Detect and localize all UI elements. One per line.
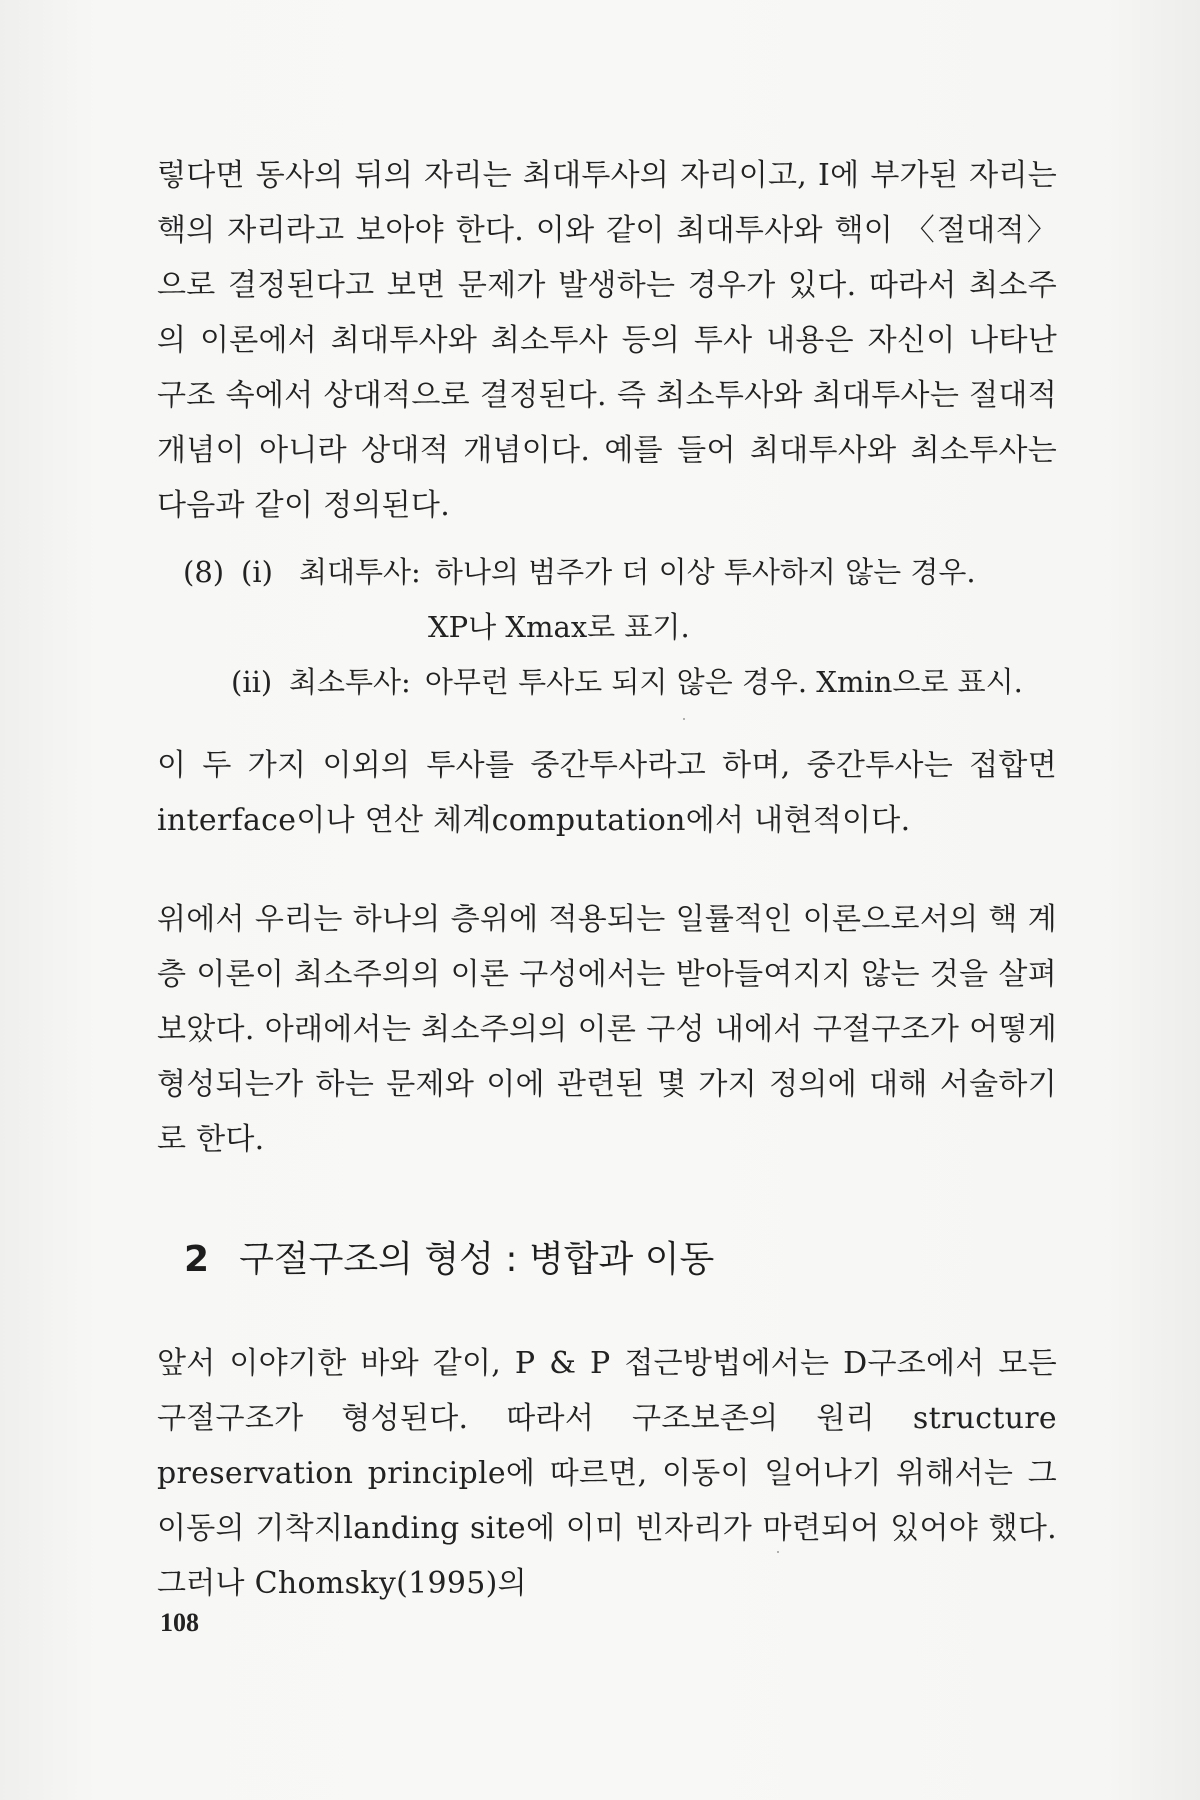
definition-term: 최대투사: (299, 555, 421, 589)
example-number: (8) (183, 555, 225, 589)
body-paragraph-4: 앞서 이야기한 바와 같이, P & P 접근방법에서는 D구조에서 모든 구절구조가 형성된다. 따라서 구조보존의 원리 structure preservation principle에 따르면, 이동이 일어나기 위해서는 그 이동의 기착지landing site에 이미 빈자리가 마련되어 있어야 했다. 그러나 Chomsky(1995)의 (157, 1346, 1057, 1601)
definition-text: 아무런 투사도 되지 않은 경우. Xmin으로 표시. (424, 665, 1023, 699)
definition-continuation: XP나 Xmax로 표기. (428, 610, 690, 644)
section-number: 2 (184, 1239, 210, 1280)
definition-term: 최소투사: (289, 665, 411, 699)
section-heading (184, 1236, 714, 1284)
definition-item-i (183, 545, 1063, 600)
body-paragraph-3: 위에서 우리는 하나의 층위에 적용되는 일률적인 이론으로서의 핵 계층 이론이 최소주의의 이론 구성에서는 받아들여지지 않는 것을 살펴보았다. 아래에서는 최소주의의 이론 구성 내에서 구절구조가 어떻게 형성되는가 하는 문제와 이에 관련된 몇 가지 정의에 대해 서술하기로 한다. (157, 902, 1057, 1157)
section-title: 구절구조의 형성 : 병합과 이동 (239, 1239, 715, 1280)
definition-list (183, 545, 1063, 710)
definition-sub-number: (i) (241, 555, 273, 589)
page-number: 108 (160, 1608, 199, 1637)
definition-item-ii (183, 655, 1063, 710)
scan-speck (683, 718, 685, 720)
definition-sub-number: (ii) (231, 665, 273, 699)
definition-text: 하나의 범주가 더 이상 투사하지 않는 경우. (434, 555, 976, 589)
body-paragraph-1: 렇다면 동사의 뒤의 자리는 최대투사의 자리이고, I에 부가된 자리는 핵의 자리라고 보아야 한다. 이와 같이 최대투사와 핵이 〈절대적〉으로 결정된다고 보면 문제가 발생하는 경우가 있다. 따라서 최소주의 이론에서 최대투사와 최소투사 등의 투사 내용은 자신이 나타난 구조 속에서 상대적으로 결정된다. 즉 최소투사와 최대투사는 절대적 개념이 아니라 상대적 개념이다. 예를 들어 최대투사와 최소투사는 다음과 같이 정의된다. (157, 158, 1057, 523)
body-paragraph-2: 이 두 가지 이외의 투사를 중간투사라고 하며, 중간투사는 접합면 interface이나 연산 체계computation에서 내현적이다. (157, 748, 1057, 838)
scan-speck (777, 1551, 779, 1553)
